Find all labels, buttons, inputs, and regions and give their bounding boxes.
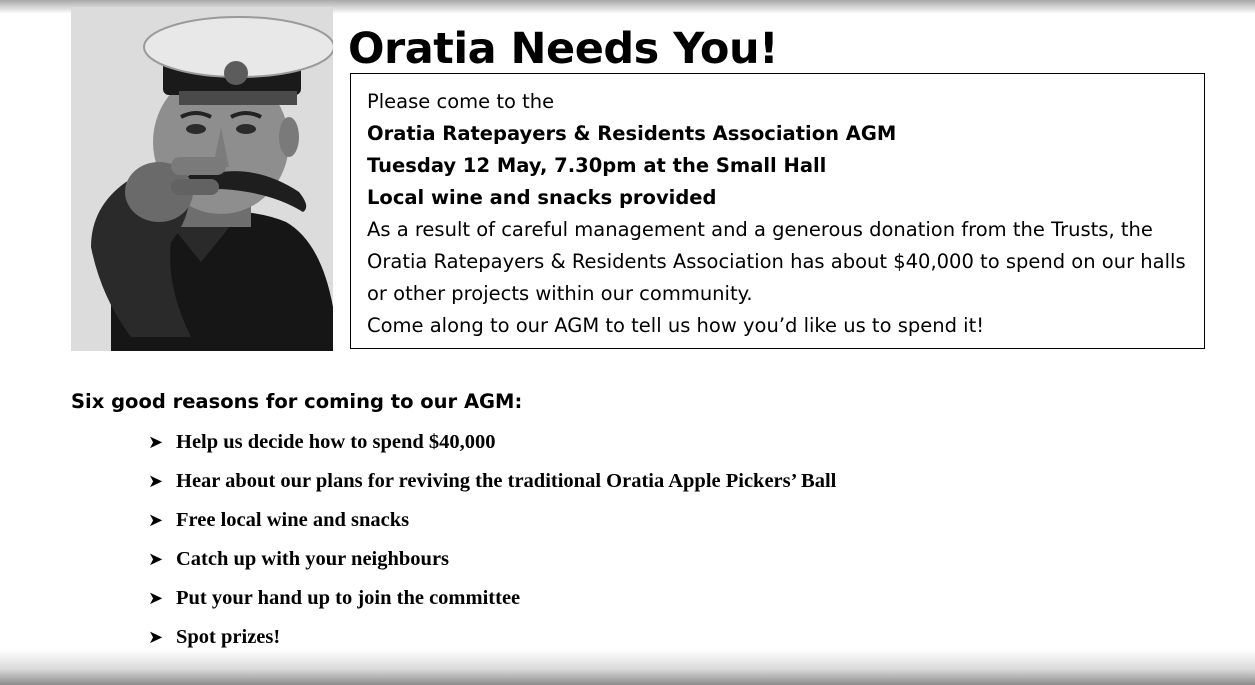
arrowhead-bullet-icon: ➤: [148, 432, 164, 453]
event-notice-box: [350, 73, 1205, 349]
refreshments-note: Local wine and snacks provided: [367, 186, 717, 209]
list-item: [148, 544, 836, 583]
event-date-time: Tuesday 12 May, 7.30pm at the Small Hall: [367, 154, 827, 177]
page-title: Oratia Needs You!: [348, 24, 779, 74]
list-item-text: Free local wine and snacks: [176, 509, 410, 531]
list-item-text: Spot prizes!: [176, 626, 281, 648]
list-item-text: Put your hand up to join the committee: [176, 587, 521, 609]
pointing-officer-image: [71, 7, 333, 351]
bottom-edge-shadow: [0, 650, 1255, 685]
arrowhead-bullet-icon: ➤: [148, 627, 164, 648]
list-item-text: Help us decide how to spend $40,000: [176, 431, 496, 453]
list-item-text: Catch up with your neighbours: [176, 548, 450, 570]
arrowhead-bullet-icon: ➤: [148, 549, 164, 570]
arrowhead-bullet-icon: ➤: [148, 588, 164, 609]
list-item-text: Hear about our plans for reviving the traditional Oratia Apple Pickers’ Ball: [176, 470, 837, 492]
notice-body: As a result of careful management and a generous donation from the Trusts, the Oratia Ratepayers & Residents Association has about $40,000 to spend on our halls or other projects within our community.: [367, 218, 1186, 305]
arrowhead-bullet-icon: ➤: [148, 510, 164, 531]
list-item: [148, 583, 836, 622]
arrowhead-bullet-icon: ➤: [148, 471, 164, 492]
event-name: Oratia Ratepayers & Residents Association AGM: [367, 122, 897, 145]
reasons-heading: Six good reasons for coming to our AGM:: [71, 390, 523, 413]
reasons-list: [148, 427, 836, 661]
list-item: [148, 466, 836, 505]
list-item: [148, 505, 836, 544]
notice-intro: Please come to the: [367, 90, 555, 113]
list-item: [148, 427, 836, 466]
call-to-action: Come along to our AGM to tell us how you’d like us to spend it!: [367, 314, 985, 337]
